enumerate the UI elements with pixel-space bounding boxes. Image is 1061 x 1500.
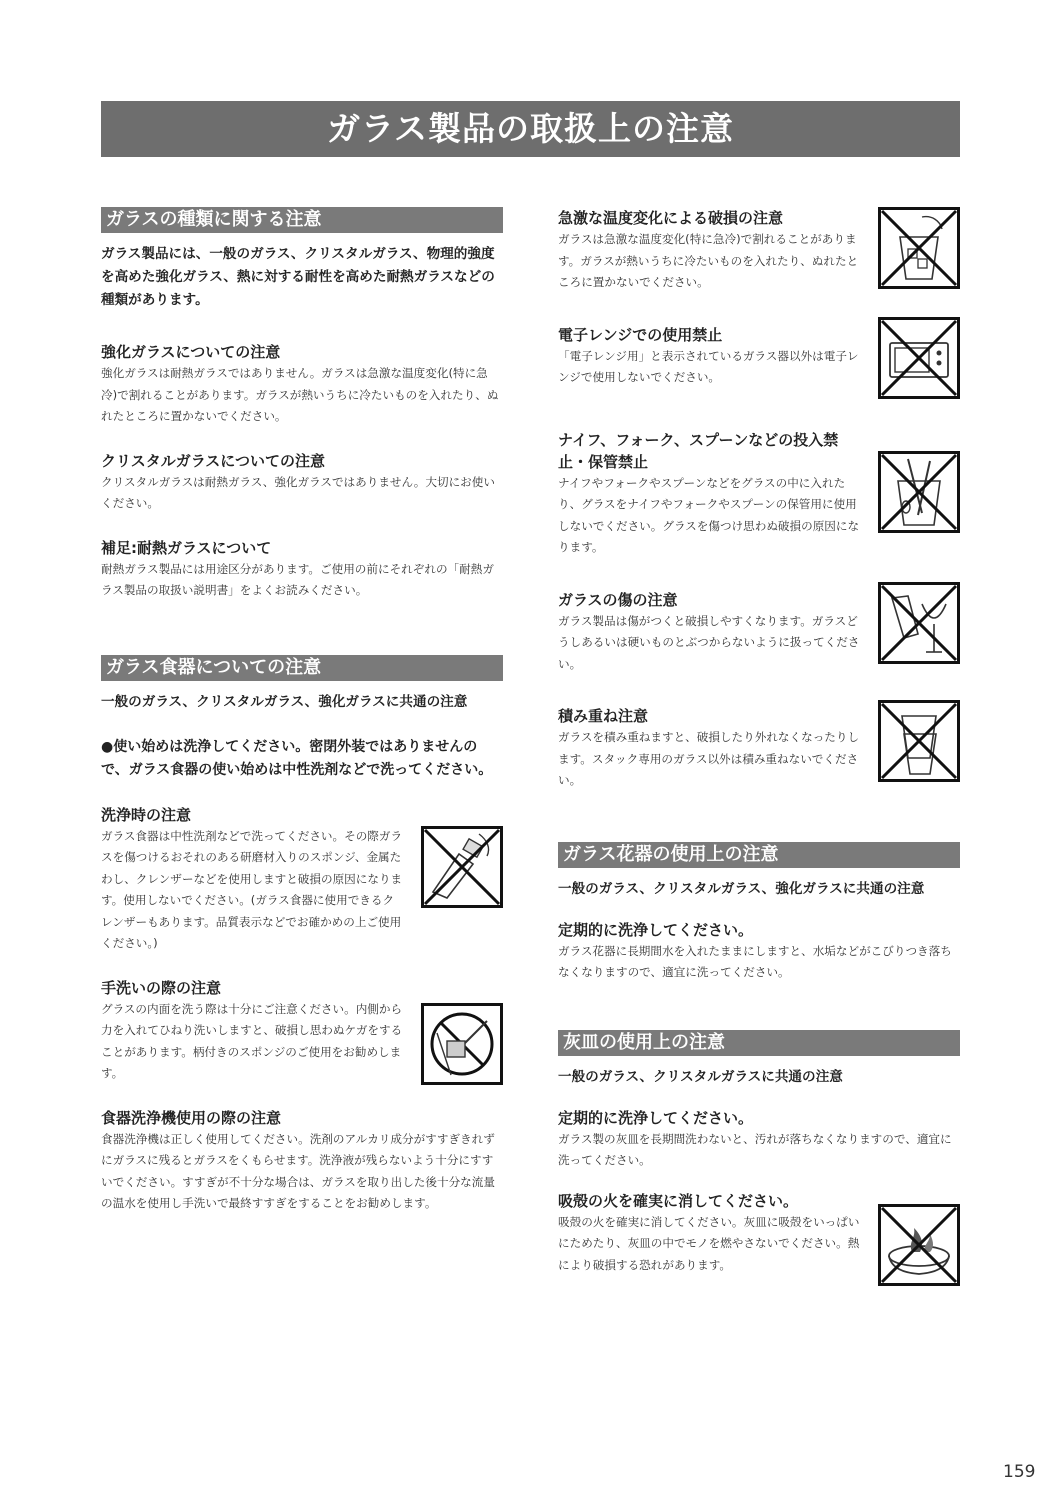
thermal-shock-prohibited-icon bbox=[878, 207, 960, 289]
tempered-glass-title: 強化ガラスについての注意 bbox=[101, 343, 281, 361]
caution-title: ナイフ、フォーク、スプーンなどの投入禁止・保管禁止 bbox=[558, 430, 839, 471]
ashtray-wash-block bbox=[558, 1107, 960, 1172]
section-heading-vase: ガラス花器の使用上の注意 bbox=[558, 842, 960, 868]
glass-types-intro: ガラス製品には、一般のガラス、クリスタルガラス、物理的強度を高めた強化ガラス、熱に対する耐性を高めた耐熱ガラスなどの種類があります。 bbox=[101, 246, 495, 308]
ashtray-fire-text: 吸殻の火を確実に消してください。灰皿に吸殻をいっぱいにためたり、灰皿の中でモノを燃やさないでください。熱により破損する恐れがあります。 bbox=[558, 1214, 860, 1272]
crystal-glass-text: クリスタルガラスは耐熱ガラス、強化ガラスではありません。大切にお使いください。 bbox=[101, 474, 495, 510]
caution-cutlery bbox=[558, 429, 960, 559]
caution-stacking bbox=[558, 705, 960, 792]
caution-text: ナイフやフォークやスプーンなどをグラスの中に入れたり、グラスをナイフやフォークやスプーンの保管用に使用しないでください。グラスを傷つけ思わぬ破損の原因になります。 bbox=[558, 475, 860, 554]
section-heading-ashtray: 灰皿の使用上の注意 bbox=[558, 1030, 960, 1056]
vase-wash-text: ガラス花器に長期間水を入れたままにしますと、水垢などがこびりつき落ちなくなりますので、適宜に洗ってください。 bbox=[558, 943, 952, 979]
washing-text: ガラス食器は中性洗剤などで洗ってください。その際ガラスを傷つけるおそれのある研磨材入りのスポンジ、金属たわし、クレンザーなどを使用しますと破損の原因になります。使用しないでください。(ガラス食器に使用できるクレンザーもあります。品質表示などでお確かめの上ご使用ください。) bbox=[101, 828, 403, 950]
vase-common-note: 一般のガラス、クリスタルガラス、強化ガラスに共通の注意 bbox=[558, 880, 925, 897]
glass-collision-prohibited-icon bbox=[878, 582, 960, 664]
heatproof-glass-title: 補足:耐熱ガラスについて bbox=[101, 538, 272, 557]
caution-text: ガラス製品は傷がつくと破損しやすくなります。ガラスどうしあるいは硬いものとぶつからないように扱ってください。 bbox=[558, 613, 860, 671]
caution-title: 急激な温度変化による破損の注意 bbox=[558, 209, 784, 227]
handwash-block bbox=[101, 977, 503, 1085]
left-column bbox=[101, 207, 503, 1215]
ashtray-fire-title: 吸殻の火を確実に消してください。 bbox=[558, 1191, 799, 1210]
right-column bbox=[558, 207, 960, 1286]
tempered-glass-block bbox=[101, 341, 503, 428]
tableware-common-note: 一般のガラス、クリスタルガラス、強化ガラスに共通の注意 bbox=[101, 693, 468, 710]
heatproof-glass-text: 耐熱ガラス製品には用途区分があります。ご使用の前にそれぞれの「耐熱ガラス製品の取扱い説明書」をよくお読みください。 bbox=[101, 561, 494, 597]
handwash-title: 手洗いの際の注意 bbox=[101, 978, 222, 997]
ashtray-wash-title: 定期的に洗浄してください。 bbox=[558, 1108, 754, 1127]
crystal-glass-block bbox=[101, 450, 503, 515]
washing-title: 洗浄時の注意 bbox=[101, 805, 192, 824]
section-heading-tableware: ガラス食器についての注意 bbox=[101, 655, 503, 681]
ashtray-common-note: 一般のガラス、クリスタルガラスに共通の注意 bbox=[558, 1068, 843, 1085]
heatproof-glass-block bbox=[101, 537, 503, 602]
abrasive-sponge-prohibited-icon bbox=[421, 826, 503, 908]
caution-title: 電子レンジでの使用禁止 bbox=[558, 325, 723, 344]
dishwasher-block bbox=[101, 1107, 503, 1215]
dishwasher-title: 食器洗浄機使用の際の注意 bbox=[101, 1108, 282, 1127]
stacking-prohibited-icon bbox=[878, 700, 960, 782]
caution-title: 積み重ね注意 bbox=[558, 707, 649, 725]
caution-thermal-shock bbox=[558, 207, 960, 294]
caution-text: ガラスを積み重ねますと、破損したり外れなくなったりします。スタック専用のガラス以外は積み重ねないでください。 bbox=[558, 730, 860, 787]
caution-text: 「電子レンジ用」と表示されているガラス器以外は電子レンジで使用しないでください。 bbox=[558, 348, 859, 384]
microwave-prohibited-icon bbox=[878, 317, 960, 399]
page-number: 159 bbox=[1003, 1462, 1036, 1482]
caution-microwave bbox=[558, 324, 960, 399]
tempered-glass-text: 強化ガラスは耐熱ガラスではありません。ガラスは急激な温度変化(特に急冷)で割れることがあります。ガラスが熱いうちに冷たいものを入れたり、ぬれたところに置かないでください。 bbox=[101, 366, 499, 423]
cutlery-in-glass-prohibited-icon bbox=[878, 451, 960, 533]
section-heading-glass-types: ガラスの種類に関する注意 bbox=[101, 207, 503, 233]
first-use-note: ●使い始めは洗浄してください。密閉外装ではありませんので、ガラス食器の使い始めは中性洗剤などで洗ってください。 bbox=[101, 738, 493, 778]
vase-wash-title: 定期的に洗浄してください。 bbox=[558, 920, 754, 939]
burning-ashtray-prohibited-icon bbox=[878, 1204, 960, 1286]
crystal-glass-title: クリスタルガラスについての注意 bbox=[101, 451, 325, 470]
dishwasher-text: 食器洗浄機は正しく使用してください。洗剤のアルカリ成分がすすぎきれずにガラスに残るとガラスをくもらせます。洗浄液が残らないよう十分にすすいでください。すすぎが不十分な場合は、ガラスを取り出した後十分な流量の温水を使用し手洗いで最終すすぎをすることをお勧めします。 bbox=[101, 1131, 495, 1210]
page-title: ガラス製品の取扱上の注意 bbox=[101, 101, 960, 157]
caution-title: ガラスの傷の注意 bbox=[558, 590, 678, 609]
ashtray-fire-block bbox=[558, 1190, 960, 1286]
caution-scratch bbox=[558, 589, 960, 676]
ashtray-wash-text: ガラス製の灰皿を長期間洗わないと、汚れが落ちなくなりますので、適宜に洗ってください。 bbox=[558, 1131, 952, 1167]
vase-wash-block bbox=[558, 919, 960, 984]
washing-block bbox=[101, 804, 503, 955]
handwash-text: グラスの内面を洗う際は十分にご注意ください。内側から力を入れてひねり洗いしますと、破損し思わぬケガをすることがあります。柄付きのスポンジのご使用をお勧めします。 bbox=[101, 1001, 403, 1080]
handwash-sponge-icon bbox=[421, 1003, 503, 1085]
caution-text: ガラスは急激な温度変化(特に急冷)で割れることがあります。ガラスが熱いうちに冷たいものを入れたり、ぬれたところに置かないでください。 bbox=[558, 232, 859, 289]
